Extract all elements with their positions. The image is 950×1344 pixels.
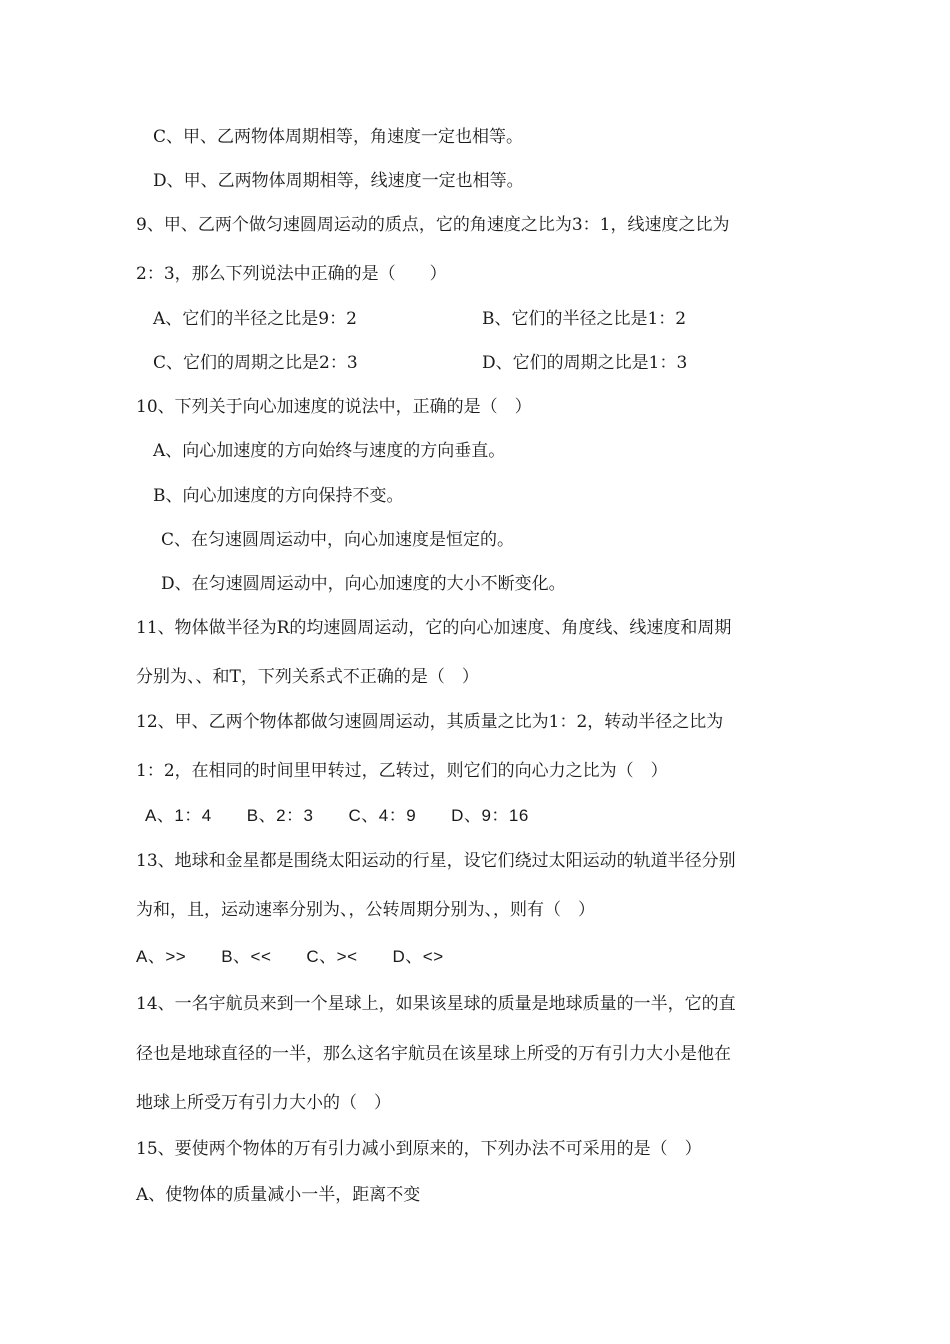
question-13-line-2: 为和，且，运动速率分别为、，公转周期分别为、，则有（ ）	[136, 900, 595, 920]
question-11-line-2: 分别为、、和T，下列关系式不正确的是（ ）	[136, 667, 479, 687]
question-12-line-1: 12、甲、乙两个物体都做匀速圆周运动，其质量之比为1：2，转动半径之比为	[136, 712, 724, 732]
question-14-line-3: 地球上所受万有引力大小的（ ）	[136, 1093, 391, 1113]
option-10a: A、向心加速度的方向始终与速度的方向垂直。	[153, 441, 506, 461]
question-12-line-2: 1：2，在相同的时间里甲转过，乙转过，则它们的向心力之比为（ ）	[136, 761, 668, 781]
option-9a: A、它们的半径之比是9：2	[153, 309, 357, 329]
option-9b: B、它们的半径之比是1：2	[482, 309, 687, 329]
question-10: 10、下列关于向心加速度的说法中，正确的是（ ）	[136, 397, 532, 417]
question-15: 15、要使两个物体的万有引力减小到原来的，下列办法不可采用的是（ ）	[136, 1139, 702, 1159]
question-14-line-1: 14、一名宇航员来到一个星球上，如果该星球的质量是地球质量的一半，它的直	[136, 994, 736, 1014]
option-10b: B、向心加速度的方向保持不变。	[153, 486, 404, 506]
question-14-line-2: 径也是地球直径的一半，那么这名宇航员在该星球上所受的万有引力大小是他在	[136, 1044, 731, 1064]
options-13: A、>> B、<< C、>< D、<>	[136, 947, 444, 966]
question-9-line-1: 9、甲、乙两个做匀速圆周运动的质点，它的角速度之比为3：1，线速度之比为	[136, 215, 730, 235]
option-9c: C、它们的周期之比是2：3	[153, 353, 358, 373]
question-13-line-1: 13、地球和金星都是围绕太阳运动的行星，设它们绕过太阳运动的轨道半径分别	[136, 851, 736, 871]
options-12: A、1：4 B、2：3 C、4：9 D、9：16	[145, 806, 529, 825]
option-9d: D、它们的周期之比是1：3	[482, 353, 688, 373]
question-9-line-2: 2：3，那么下列说法中正确的是（ ）	[136, 264, 447, 284]
option-10d: D、在匀速圆周运动中，向心加速度的大小不断变化。	[161, 574, 566, 594]
question-11-line-1: 11、物体做半径为R的均速圆周运动，它的向心加速度、角度线、线速度和周期	[136, 618, 732, 638]
option-15a: A、使物体的质量减小一半，距离不变	[136, 1185, 421, 1205]
option-8d: D、甲、乙两物体周期相等，线速度一定也相等。	[153, 171, 524, 191]
option-10c: C、在匀速圆周运动中，向心加速度是恒定的。	[161, 530, 515, 550]
option-8c: C、甲、乙两物体周期相等，角速度一定也相等。	[153, 127, 524, 147]
